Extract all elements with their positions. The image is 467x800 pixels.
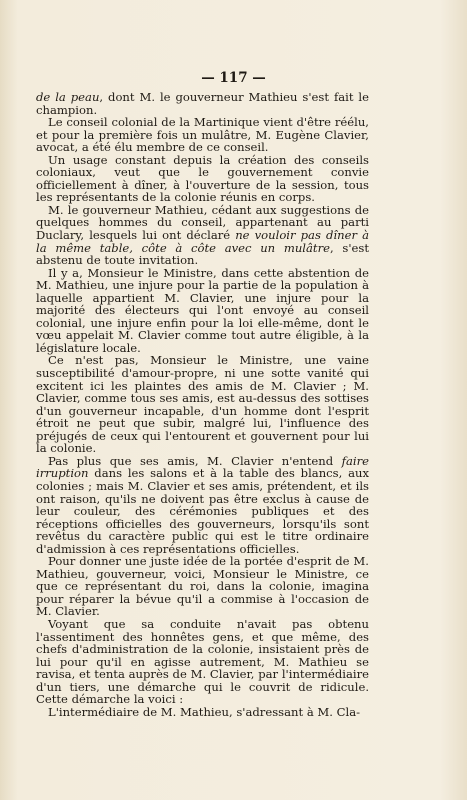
- paragraph: [36, 555, 369, 618]
- paragraph: [36, 91, 369, 116]
- italic-text: faire irruption: [36, 453, 369, 481]
- text-segment: dans les salons et à la table des blancs, aux colonies ; mais M. Clavier et ses amis, prétendent, et ils ont raison, qu'ils ne doivent pas être exclus à cause de leur couleur, des cérémonies publiques et des réceptions officielles des gouverneurs, lorsqu'ils sont revêtus du caractère public qui est le titre ordinaire d'admission à ces représentations officielles.: [36, 466, 369, 556]
- page-number: — 117 —: [201, 70, 266, 86]
- text-segment: M. le gouverneur Mathieu, cédant aux suggestions de quelques hommes du conseil, appartenant au parti Duclary, lesquels lui ont déclaré: [36, 202, 369, 243]
- italic-text: de la peau: [36, 90, 100, 104]
- italic-text: ne vouloir pas dîner à la même table, côte à côte avec un mulâtre: [36, 228, 369, 255]
- paragraph: [36, 154, 369, 204]
- text-segment: Pas plus que ses amis, M. Clavier n'entend: [48, 453, 342, 468]
- text-segment: Le conseil colonial de la Martinique vient d'être réélu, et pour la première fois un mulâtre, M. Eugène Clavier, avocat, a été élu membre de ce conseil.: [36, 115, 369, 155]
- body-text: [36, 91, 369, 718]
- text-segment: Il y a, Monsieur le Ministre, dans cette abstention de M. Mathieu, une injure pour la partie de la population à laquelle appartient M. Clavier, une injure pour la majorité des électeurs qui l'ont envoyé au conseil colonial, une injure enfin pour la loi elle-même, dont le vœu appelait M. Clavier comme tout autre éligible, à la législature locale.: [36, 265, 369, 355]
- text-segment: , dont M. le gouverneur Mathieu s'est fait le champion.: [36, 90, 370, 117]
- text-segment: Pour donner une juste idée de la portée d'esprit de M. Mathieu, gouverneur, voici, Monsieur le Ministre, ce que ce représentant du roi, dans la colonie, imagina pour réparer la bévue qu'il a commise à l'occasion de M. Clavier.: [36, 554, 369, 619]
- text-segment: , s'est abstenu de toute invitation.: [36, 240, 369, 268]
- text-segment: Ce n'est pas, Monsieur le Ministre, une vaine susceptibilité d'amour-propre, ni une sotte vanité qui excitent ici les plaintes des amis de M. Clavier ; M. Clavier, comme tous ses amis, est au-dessus des sottises d'un gouverneur incapable, d'un homme dont l'esprit étroit ne peut que subir, malgré lui, l'influence des préjugés de ceux qui l'entourent et gouvernent pour lui la colonie.: [36, 353, 369, 456]
- paragraph: [36, 618, 369, 706]
- text-segment: Voyant que sa conduite n'avait pas obtenu l'assentiment des honnêtes gens, et que même, des chefs d'administration de la colonie, insistaient près de lui pour qu'il en agisse autrement, M. Mathieu se ravisa, et tenta auprès de M. Clavier, par l'intermédiaire d'un tiers, une démarche qui le couvrit de ridicule. Cette démarche la voici :: [36, 616, 369, 707]
- paragraph: [36, 204, 369, 267]
- paragraph: [36, 354, 369, 454]
- paragraph: [36, 116, 369, 154]
- paragraph: [36, 267, 369, 355]
- text-segment: Un usage constant depuis la création des conseils coloniaux, veut que le gouvernement convie officiellement à dîner, à l'ouverture de la session, tous les représentants de la colonie réunis en corps.: [36, 152, 369, 205]
- paragraph: [36, 706, 369, 719]
- text-segment: L'intermédiaire de M. Mathieu, s'adressant à M. Cla-: [48, 704, 361, 719]
- paragraph: [36, 455, 369, 555]
